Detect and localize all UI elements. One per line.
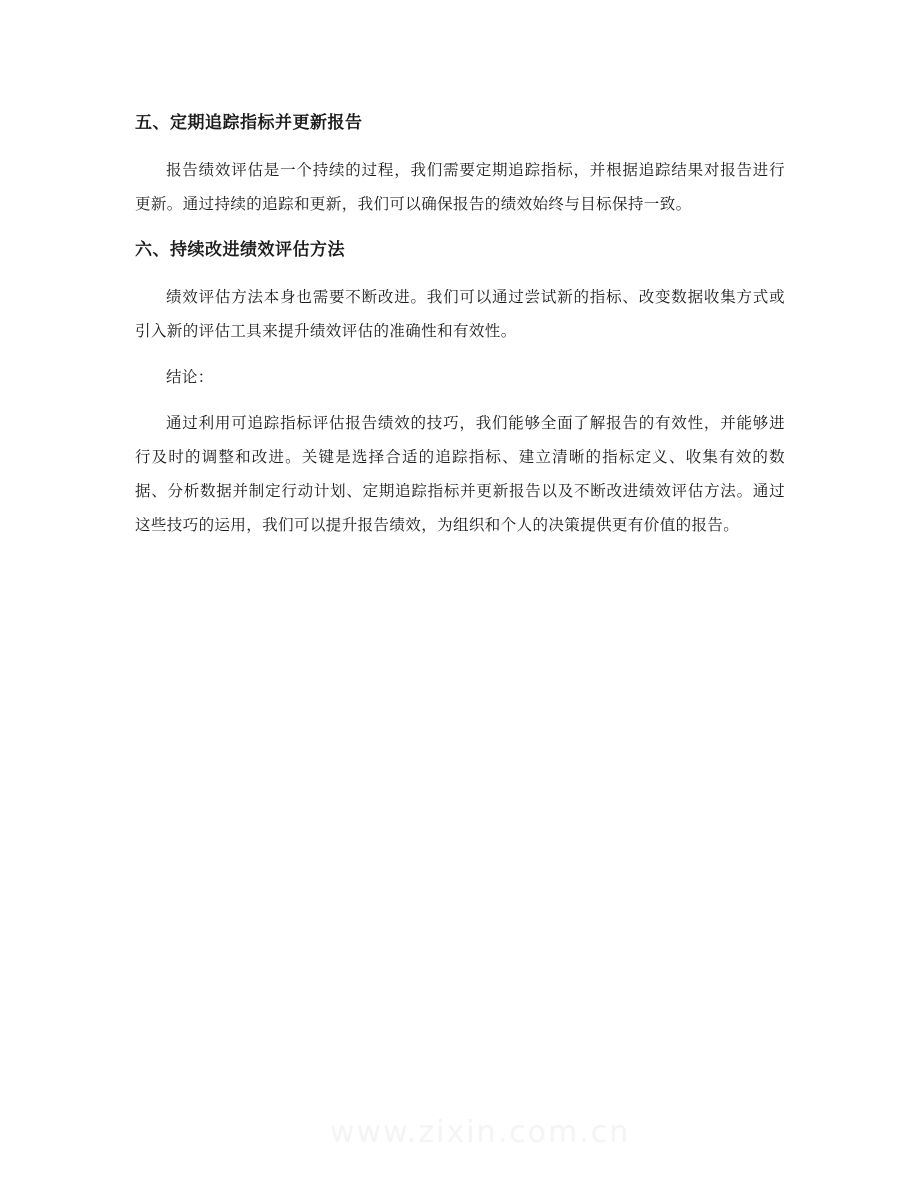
section-6-heading: 六、持续改进绩效评估方法 (135, 240, 345, 260)
watermark: www.zixin.com.cn (330, 1115, 631, 1150)
document-content (135, 108, 785, 554)
conclusion-paragraph: 通过利用可追踪指标评估报告绩效的技巧，我们能够全面了解报告的有效性，并能够进行及时的调整和改进。关键是选择合适的追踪指标、建立清晰的指标定义、收集有效的数据、分析数据并制定行动计划、定期追踪指标并更新报告以及不断改进绩效评估方法。通过这些技巧的运用，我们可以提升报告绩效，为组织和个人的决策提供更有价值的报告。 (135, 414, 785, 534)
section-5-paragraph: 报告绩效评估是一个持续的过程，我们需要定期追踪指标，并根据追踪结果对报告进行更新。通过持续的追踪和更新，我们可以确保报告的绩效始终与目标保持一致。 (135, 161, 785, 213)
section-6-paragraph: 绩效评估方法本身也需要不断改进。我们可以通过尝试新的指标、改变数据收集方式或引入新的评估工具来提升绩效评估的准确性和有效性。 (135, 288, 785, 340)
conclusion-label: 结论： (166, 368, 214, 386)
section-5-heading: 五、定期追踪指标并更新报告 (135, 113, 363, 133)
